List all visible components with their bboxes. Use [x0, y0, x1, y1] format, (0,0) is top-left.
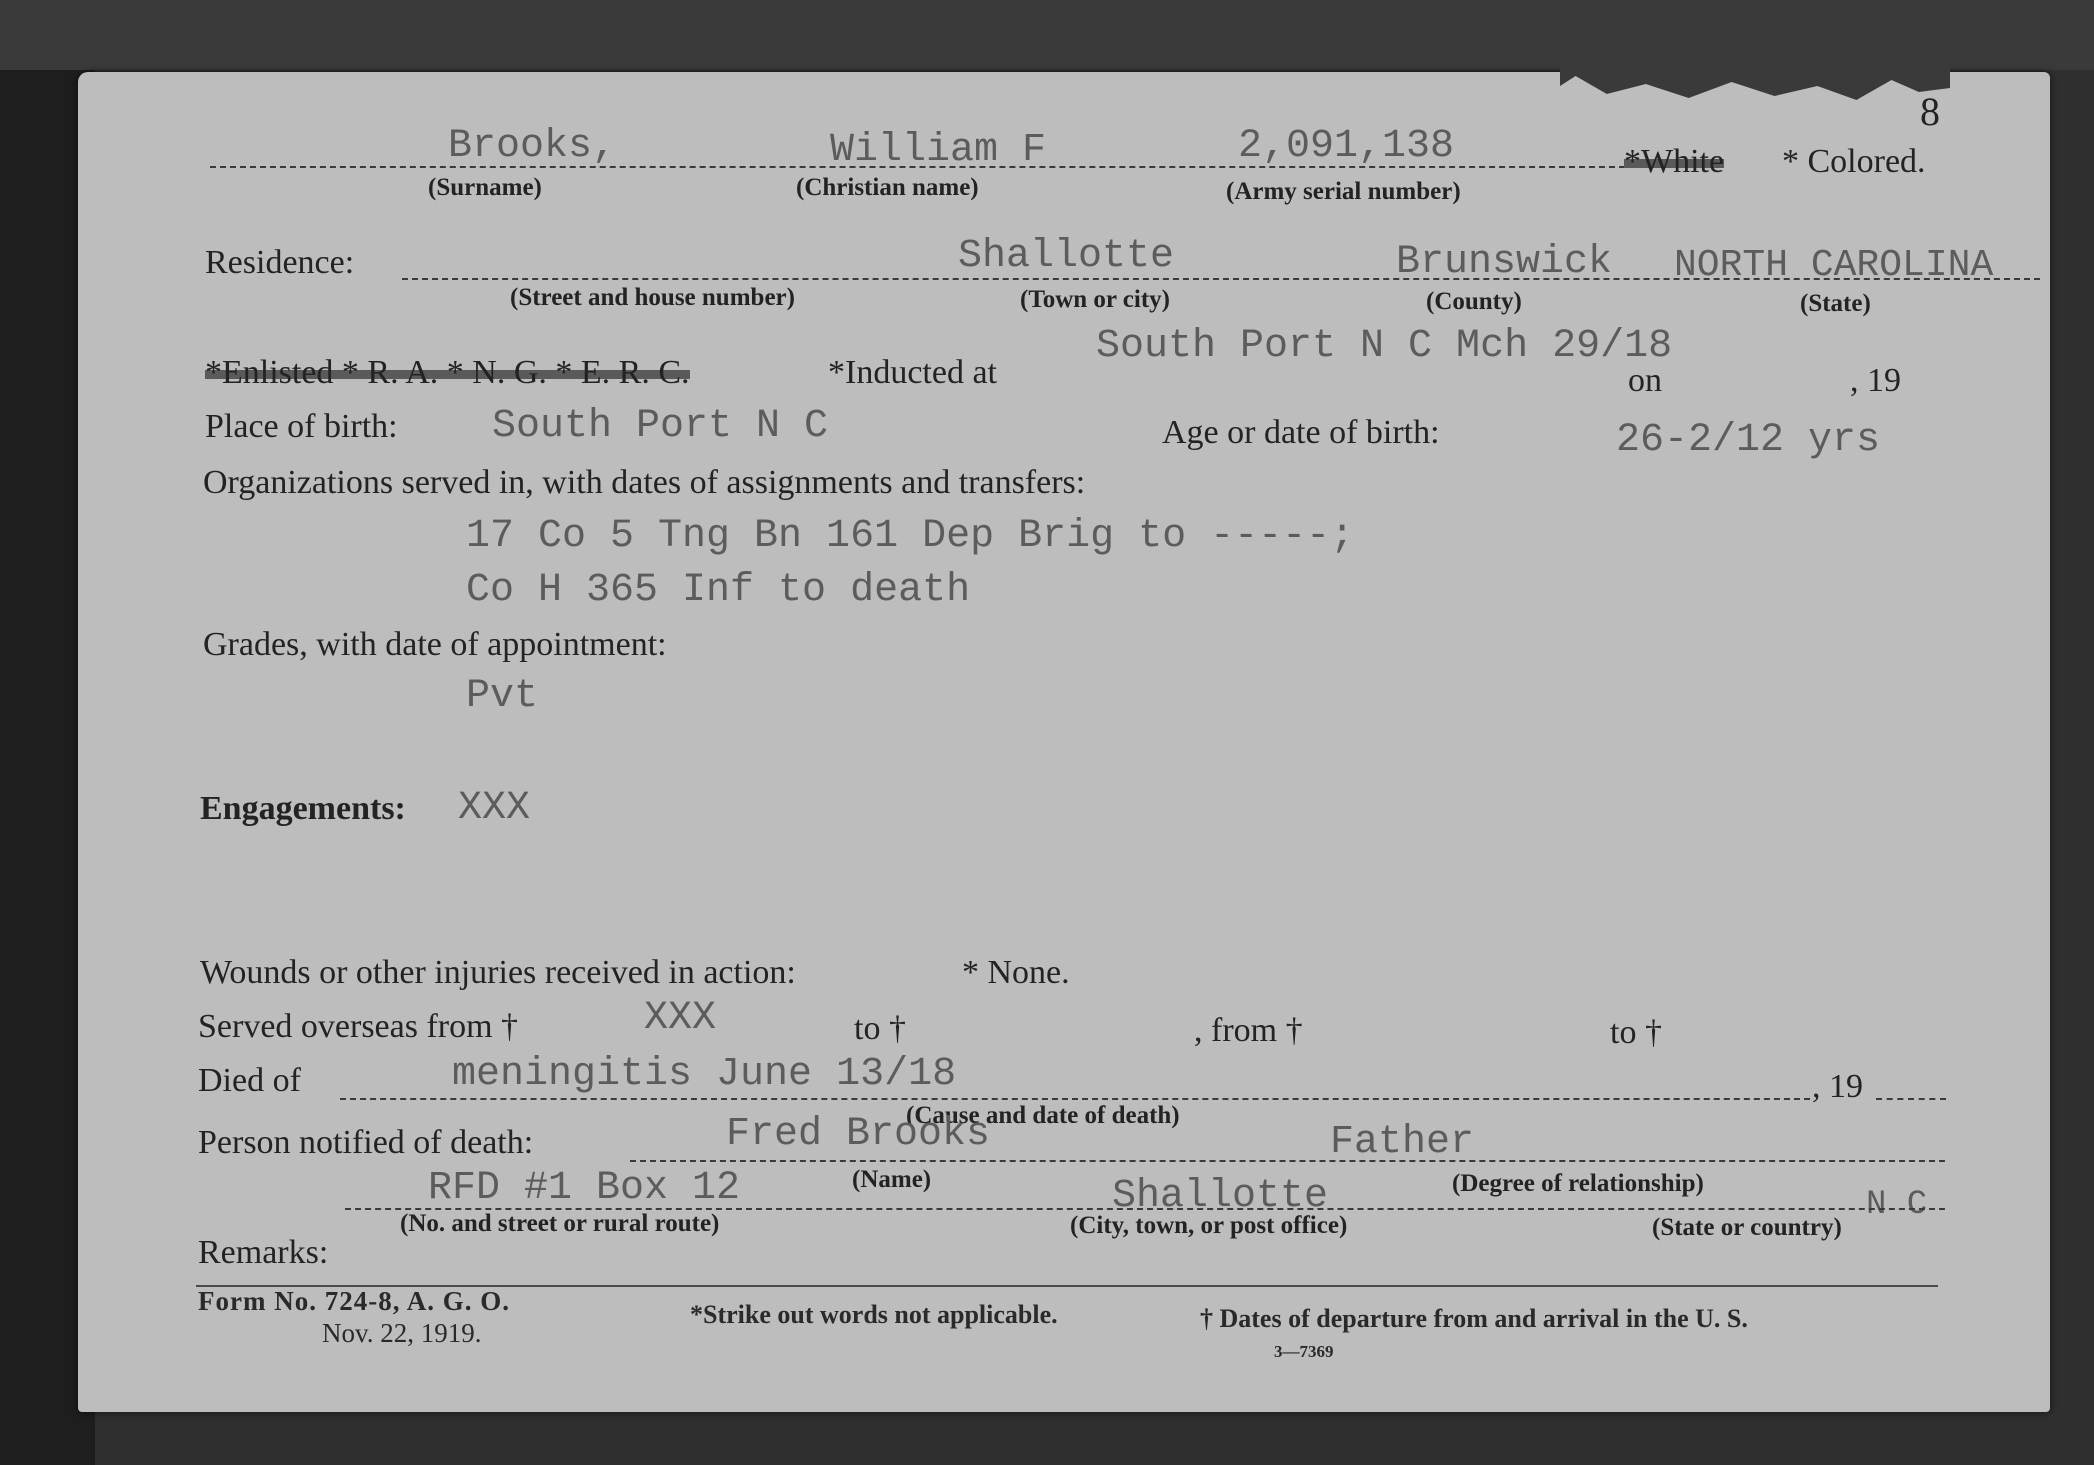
notified-state-value: N C [1866, 1186, 1928, 1224]
street-caption: (Street and house number) [510, 284, 795, 311]
state-country-caption: (State or country) [1652, 1214, 1842, 1241]
died-of-year-label: , 19 [1812, 1068, 1863, 1105]
inducted-label: *Inducted at [828, 354, 997, 391]
state-caption: (State) [1800, 290, 1871, 317]
died-of-value: meningitis June 13/18 [452, 1052, 957, 1097]
cause-caption: (Cause and date of death) [906, 1102, 1180, 1129]
organizations-line-2: Co H 365 Inf to death [466, 568, 971, 613]
wounds-label: Wounds or other injuries received in action: [200, 954, 796, 991]
serial-number-caption: (Army serial number) [1226, 178, 1461, 205]
engagements-label: Engagements: [200, 790, 406, 827]
background-top [0, 0, 2094, 70]
age-label: Age or date of birth: [1162, 414, 1440, 451]
residence-county-value: Brunswick [1396, 240, 1613, 285]
strike-note: *Strike out words not applicable. [690, 1300, 1058, 1329]
print-code: 3—7369 [1274, 1342, 1334, 1361]
residence-town-value: Shallotte [958, 234, 1175, 279]
notified-rule [630, 1160, 1945, 1162]
overseas-value: XXX [644, 996, 717, 1041]
notified-address-value: RFD #1 Box 12 [428, 1166, 741, 1211]
race-white-struck: *White [1624, 143, 1725, 180]
dates-note: † Dates of departure from and arrival in the U. S. [1200, 1304, 1748, 1333]
inducted-value: South Port N C Mch 29/18 [1096, 324, 1673, 369]
county-caption: (County) [1426, 288, 1522, 315]
grades-label: Grades, with date of appointment: [203, 626, 667, 663]
town-caption: (Town or city) [1020, 286, 1170, 313]
notified-name-value: Fred Brooks [726, 1112, 991, 1157]
residence-label: Residence: [205, 244, 355, 281]
overseas-from-label-2: , from † [1194, 1012, 1303, 1049]
age-value: 26-2/12 yrs [1616, 418, 1881, 463]
form-date: Nov. 22, 1919. [322, 1318, 482, 1348]
inducted-year-label: , 19 [1850, 362, 1901, 399]
form-number: Form No. 724-8, A. G. O. [198, 1286, 510, 1316]
notified-label: Person notified of death: [198, 1124, 534, 1161]
residence-state-value: NORTH CAROLINA [1674, 244, 1994, 287]
birthplace-label: Place of birth: [205, 408, 398, 445]
serial-number-value: 2,091,138 [1238, 124, 1455, 169]
surname-caption: (Surname) [428, 174, 542, 201]
street-route-caption: (No. and street or rural route) [400, 1210, 720, 1237]
grades-value: Pvt [466, 674, 539, 719]
notified-relationship-value: Father [1330, 1120, 1475, 1165]
died-of-rule [340, 1098, 1810, 1100]
overseas-to-label-1: to † [854, 1010, 906, 1047]
wounds-value: * None. [962, 954, 1070, 991]
overseas-to-label-2: to † [1610, 1014, 1662, 1051]
died-year-rule [1876, 1098, 1946, 1100]
organizations-line-1: 17 Co 5 Tng Bn 161 Dep Brig to -----; [466, 514, 1355, 559]
relationship-caption: (Degree of relationship) [1452, 1170, 1704, 1197]
birthplace-value: South Port N C [492, 404, 829, 449]
card-number: 8 [1920, 89, 1940, 134]
christian-name-caption: (Christian name) [796, 174, 979, 201]
enlistment-options-struck: *Enlisted * R. A. * N. G. * E. R. C. [205, 354, 690, 391]
organizations-label: Organizations served in, with dates of assignments and transfers: [203, 464, 1086, 501]
inducted-on-label: on [1628, 362, 1662, 399]
name-caption: (Name) [852, 1166, 932, 1193]
surname-value: Brooks, [448, 124, 617, 169]
died-of-label: Died of [198, 1062, 301, 1099]
race-colored: * Colored. [1782, 143, 1926, 180]
christian-name-value: William F [830, 128, 1047, 173]
engagements-value: XXX [458, 786, 531, 831]
remarks-label: Remarks: [198, 1234, 329, 1271]
overseas-from-label: Served overseas from † [198, 1008, 519, 1045]
notified-city-value: Shallotte [1112, 1174, 1329, 1219]
city-caption: (City, town, or post office) [1070, 1212, 1348, 1239]
